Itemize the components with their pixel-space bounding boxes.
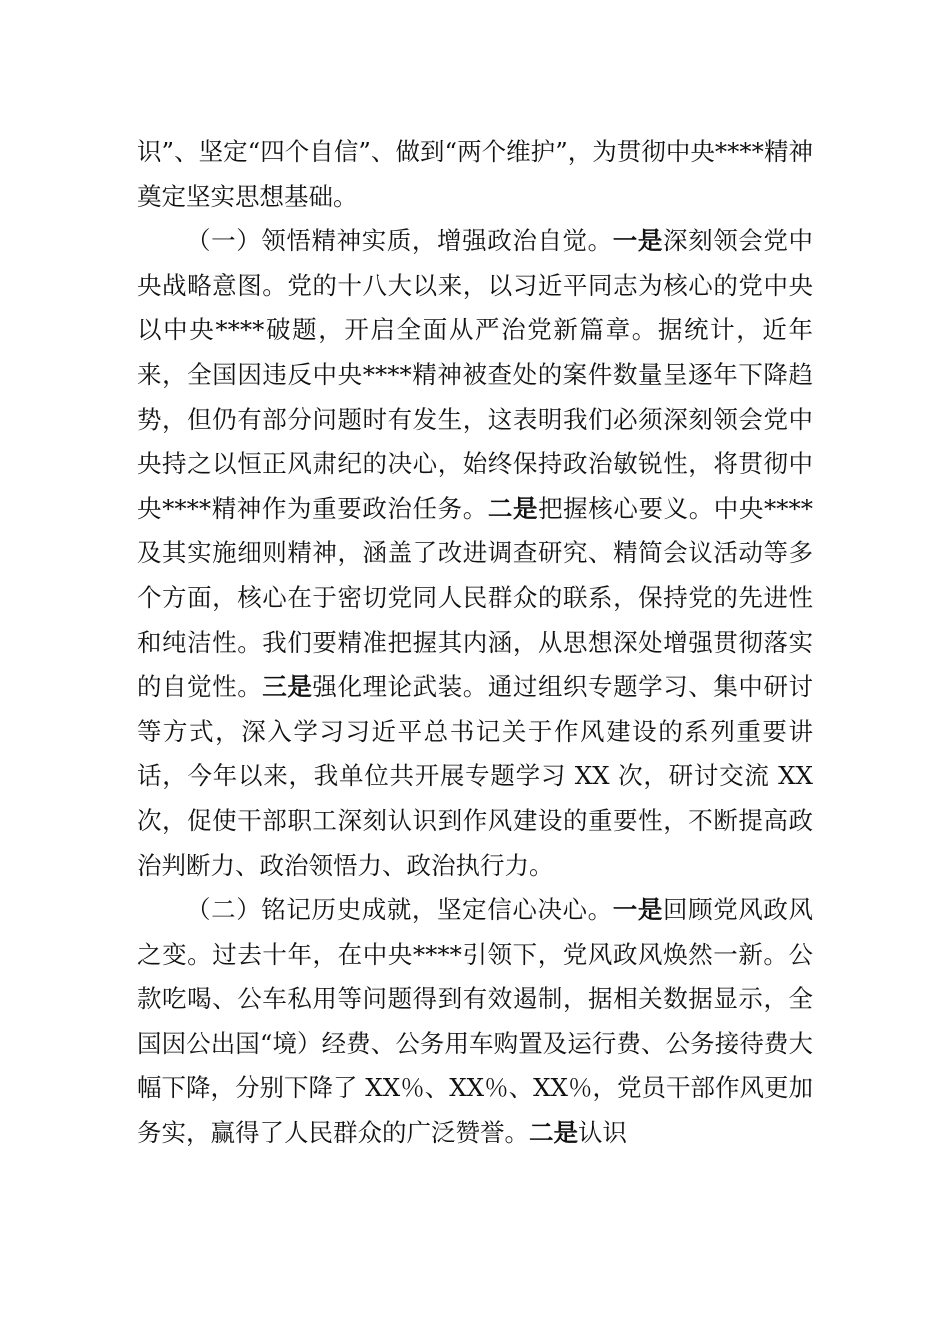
lead-phrase-third: 三是 bbox=[262, 672, 313, 702]
document-body bbox=[137, 130, 813, 1156]
text-run: 识”、坚定“四个自信”、做到“两个维护”，为贯彻中央****精神奠定坚实思想基础。 bbox=[137, 137, 813, 211]
section-heading-2: （二）铭记历史成就，坚定信心决心。 bbox=[186, 895, 613, 925]
paragraph-intro-continuation bbox=[137, 130, 813, 219]
lead-phrase-second: 二是 bbox=[487, 493, 539, 523]
text-run: 把握核心要义。中央****及其实施细则精神，涵盖了改进调查研究、精简会议活动等多个方面，核心在于密切党同人民群众的联系，保持党的先进性和纯洁性。我们要精准把握其内涵，从思想深处增强贯彻落实的自觉性。 bbox=[137, 493, 814, 702]
lead-phrase-first: 一是 bbox=[612, 226, 663, 256]
section-heading-1: （一）领悟精神实质，增强政治自觉。 bbox=[186, 226, 613, 256]
lead-phrase-first: 一是 bbox=[612, 895, 663, 925]
text-run: 认识 bbox=[578, 1118, 627, 1148]
paragraph-section-1 bbox=[137, 219, 813, 888]
text-run: 深刻领会党中央战略意图。党的十八大以来，以习近平同志为核心的党中央以中央****破题，开启全面从严治党新篇章。据统计，近年来，全国因违反中央****精神被查处的案件数量呈逐年下降趋势，但仍有部分问题时有发生，这表明我们必须深刻领会党中央持之以恒正风肃纪的决心，始终保持政治敏锐性，将贯彻中央****精神作为重要政治任务。 bbox=[137, 226, 814, 523]
lead-phrase-second: 二是 bbox=[529, 1118, 578, 1148]
text-run: 强化理论武装。通过组织专题学习、集中研讨等方式，深入学习习近平总书记关于作风建设的系列重要讲话，今年以来，我单位共开展专题学习 XX 次，研讨交流 XX 次，促使干部职工深刻认识到作风建设的重要性，不断提高政治判断力、政治领悟力、政治执行力。 bbox=[137, 672, 814, 880]
text-run: 回顾党风政风之变。过去十年，在中央****引领下，党风政风焕然一新。公款吃喝、公车私用等问题得到有效遏制，据相关数据显示，全国因公出国“境）经费、公务用车购置及运行费、公务接待费大幅下降，分别下降了 XX％、XX％、XX％，党员干部作风更加务实，赢得了人民群众的广泛赞誉。 bbox=[137, 895, 814, 1148]
paragraph-section-2 bbox=[137, 888, 813, 1156]
